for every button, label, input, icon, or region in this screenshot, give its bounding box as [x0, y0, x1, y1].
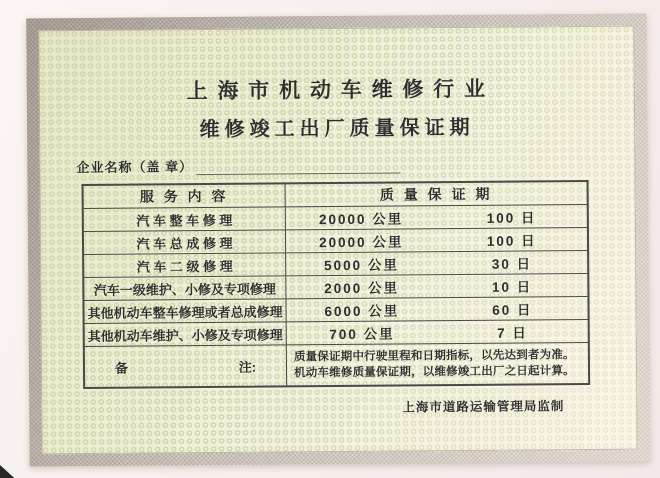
warranty-table: [82, 180, 591, 389]
mileage-value: 20000 公里: [319, 234, 404, 251]
corner-shadow: [0, 458, 26, 478]
warranty-cell: [286, 228, 587, 252]
note-label-left: 备: [114, 360, 129, 376]
warranty-cell: [286, 274, 587, 298]
mileage-value: 2000 公里: [324, 280, 400, 297]
table-note-row: [85, 342, 588, 387]
days-value: 60 日: [492, 302, 533, 318]
mileage-value: 5000 公里: [323, 257, 399, 274]
service-cell: 其他机动车整车修理或者总成修理: [84, 299, 286, 323]
note-text-cell: [287, 343, 588, 385]
warranty-cell: [286, 205, 587, 229]
days-value: 30 日: [491, 256, 533, 272]
days-value: 100 日: [486, 210, 537, 226]
service-cell: 汽 车 总 成 修 理: [84, 230, 286, 254]
service-cell: 汽车一级维护、小修及专项修理: [84, 276, 286, 300]
note-label-cell: [85, 345, 287, 387]
note-line-1: 质量保证期中行驶里程和日期指标，以先达到者为准。: [293, 349, 575, 364]
company-name-blank-line: [196, 159, 400, 176]
service-cell: 汽 车 二 级 修 理: [84, 253, 286, 277]
certificate-body: [38, 26, 637, 455]
company-name-label: 企业名称（盖 章）: [76, 159, 194, 176]
mileage-value: 700 公里: [329, 326, 395, 343]
certificate: [26, 14, 649, 467]
mileage-value: 6000 公里: [324, 303, 400, 320]
certificate-title: 上 海 市 机 动 车 维 修 行 业: [186, 77, 488, 104]
note-label-right: 注:: [238, 359, 257, 375]
warranty-cell: [287, 320, 588, 344]
service-cell: 其他机动车维护、小修及专项修理: [85, 322, 287, 346]
header-service-content: 服 务 内 容: [84, 184, 286, 208]
certificate-subtitle: 维修竣工出厂质量保证期: [199, 116, 475, 142]
days-value: 7 日: [497, 325, 528, 341]
mileage-value: 20000 公里: [318, 211, 404, 228]
service-cell: 汽 车 整 车 修 理: [84, 207, 286, 231]
warranty-cell: [286, 297, 587, 321]
warranty-cell: [286, 251, 587, 275]
days-value: 10 日: [491, 279, 533, 295]
issuer-line: 上海市道路运输管理局监制: [402, 399, 565, 415]
note-line-2: 机动车维修质量保证期，以维修竣工出厂之日起计算。: [293, 365, 575, 380]
header-warranty-period: 质 量 保 证 期: [379, 185, 493, 203]
company-name-row: [76, 155, 400, 177]
days-value: 100 日: [486, 233, 537, 249]
